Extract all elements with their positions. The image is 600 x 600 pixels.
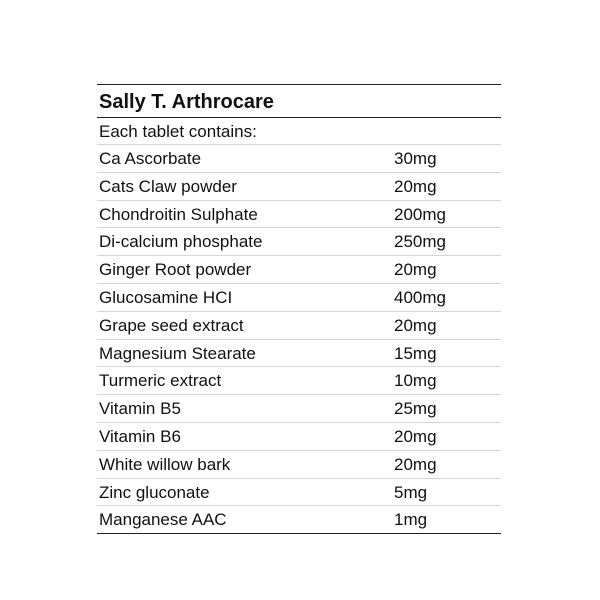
ingredient-name: Di-calcium phosphate xyxy=(99,232,263,252)
ingredient-name: Grape seed extract xyxy=(99,315,244,335)
ingredient-name: Vitamin B5 xyxy=(99,399,181,419)
ingredient-name: Turmeric extract xyxy=(99,371,222,391)
ingredients-label xyxy=(97,84,501,534)
ingredient-row xyxy=(97,228,501,256)
ingredient-row xyxy=(97,145,501,173)
ingredient-amount: 20mg xyxy=(394,454,437,474)
ingredient-row xyxy=(97,256,501,284)
ingredient-amount: 10mg xyxy=(394,371,437,391)
ingredient-row xyxy=(97,340,501,368)
ingredient-row xyxy=(97,201,501,229)
ingredient-name: White willow bark xyxy=(99,454,231,474)
ingredient-row xyxy=(97,451,501,479)
serving-description: Each tablet contains: xyxy=(97,118,501,145)
product-title: Sally T. Arthrocare xyxy=(97,85,501,118)
ingredient-row xyxy=(97,423,501,451)
ingredient-amount: 20mg xyxy=(394,260,437,280)
ingredient-row xyxy=(97,395,501,423)
ingredient-amount: 400mg xyxy=(394,287,446,307)
ingredient-row xyxy=(97,284,501,312)
ingredient-name: Ginger Root powder xyxy=(99,260,252,280)
ingredient-name: Zinc gluconate xyxy=(99,482,210,502)
ingredient-row xyxy=(97,506,501,534)
ingredient-amount: 20mg xyxy=(394,315,437,335)
ingredient-name: Magnesium Stearate xyxy=(99,343,256,363)
ingredient-name: Glucosamine HCI xyxy=(99,287,233,307)
ingredient-row xyxy=(97,479,501,507)
ingredient-amount: 25mg xyxy=(394,399,437,419)
ingredient-amount: 30mg xyxy=(394,149,437,168)
ingredient-amount: 1mg xyxy=(394,510,428,530)
ingredient-amount: 15mg xyxy=(394,343,437,363)
ingredient-amount: 5mg xyxy=(394,482,428,502)
ingredient-name: Cats Claw powder xyxy=(99,176,237,196)
ingredient-name: Vitamin B6 xyxy=(99,426,181,446)
ingredient-amount: 250mg xyxy=(394,232,446,252)
ingredient-row xyxy=(97,312,501,340)
ingredient-name: Ca Ascorbate xyxy=(99,149,202,168)
ingredient-row xyxy=(97,367,501,395)
ingredient-row xyxy=(97,173,501,201)
ingredient-name: Chondroitin Sulphate xyxy=(99,204,258,224)
ingredient-amount: 200mg xyxy=(394,204,446,224)
ingredient-name: Manganese AAC xyxy=(99,510,227,530)
ingredient-amount: 20mg xyxy=(394,426,437,446)
ingredient-table xyxy=(97,145,501,534)
ingredient-amount: 20mg xyxy=(394,176,437,196)
